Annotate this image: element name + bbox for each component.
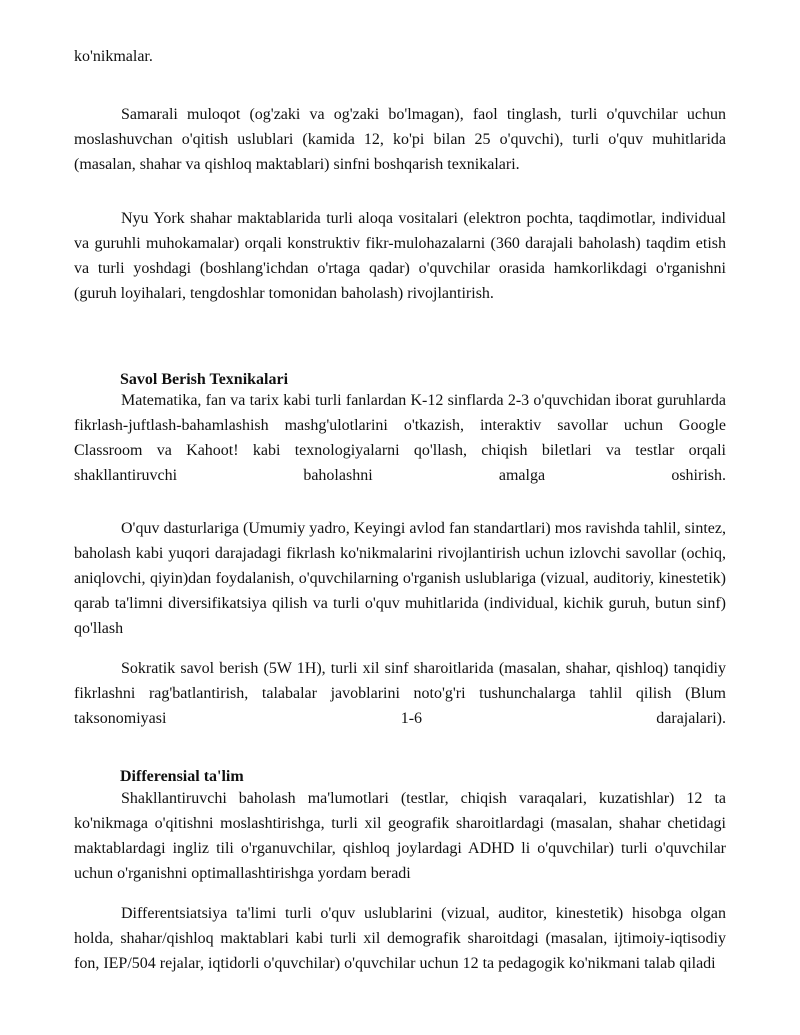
section-heading-questioning: Savol Berish Texnikalari: [120, 371, 289, 388]
paragraph-differentiation: Differentsiatsiya ta'limi turli o'quv uslublarini (vizual, auditor, kinestetik) hisobga olgan holda, shahar/qishloq maktablari kabi turli xil demografik sharoitdagi (masalan, ijtimoiy-iqtisodiy fon, IEP/504 rejalar, iqtidorli o'quvchilar) o'quvchilar uchun 12 ta pedagogik ko'nikmani talab qiladi: [74, 905, 726, 972]
paragraph-socratic: Sokratik savol berish (5W 1H), turli xil sinf sharoitlarida (masalan, shahar, qishloq) tanqidiy fikrlashni rag'batlantirish, talabalar javoblarini noto'g'ri tushunchalarga tahlil qilish (Blum taksonomiyasi 1-6 darajalari).: [74, 660, 726, 727]
paragraph-formative-assessment: Shakllantiruvchi baholash ma'lumotlari (testlar, chiqish varaqalari, kuzatishlar) 12 ta ko'nikmaga o'qitishni moslashtirishga, turli xil geografik sharoitlardagi (masalan, shahar chetidagi maktablardagi ingliz tili o'rganuvchilar, qishloq joylardagi ADHD li o'quvchilar) turli o'quvchilar uchun o'rganishni optimallashtirishga yordam beradi: [74, 790, 726, 882]
paragraph-communication: Samarali muloqot (og'zaki va og'zaki bo'lmagan), faol tinglash, turli o'quvchilar uchun moslashuvchan o'qitish uslublari (kamida 12, ko'pi bilan 25 o'quvchi), turli o'quv muhitlarida (masalan, shahar va qishloq maktablari) sinfni boshqarish texnikalari.: [74, 106, 726, 173]
paragraph-think-pair-share: Matematika, fan va tarix kabi turli fanlardan K-12 sinflarda 2-3 o'quvchidan iborat guruhlarda fikrlash-juftlash-bahamlashish mashg'ulotlarini o'tkazish, interaktiv savollar uchun Google Classroom va Kahoot! kabi texnologiyalarni qo'llash, chiqish biletlari va testlar orqali shakllantiruvchi baholashni amalga oshirish.: [74, 392, 726, 484]
paragraph-curriculum: O'quv dasturlariga (Umumiy yadro, Keyingi avlod fan standartlari) mos ravishda tahlil, sintez, baholash kabi yuqori darajadagi fikrlash ko'nikmalarini rivojlantirish uchun izlovchi savollar (ochiq, aniqlovchi, qiyin)dan foydalanish, o'quvchilarning o'rganish uslublariga (vizual, auditoriy, kinestetik) qarab ta'limni diversifikatsiya qilish va turli o'quv muhitlarida (individual, kichik guruh, butun sinf) qo'llash: [74, 520, 726, 637]
paragraph-feedback: Nyu York shahar maktablarida turli aloqa vositalari (elektron pochta, taqdimotlar, individual va guruhli muhokamalar) orqali konstruktiv fikr-mulohazalarni (360 darajali baholash) taqdim etish va turli yoshdagi (boshlang'ichdan o'rtaga qadar) o'quvchilar orasida hamkorlikdagi o'rganishni (guruh loyihalari, tengdoshlar tomonidan baholash) rivojlantirish.: [74, 210, 726, 302]
section-heading-differentiated: Differensial ta'lim: [120, 768, 244, 785]
paragraph-continuation: ko'nikmalar.: [74, 48, 153, 65]
